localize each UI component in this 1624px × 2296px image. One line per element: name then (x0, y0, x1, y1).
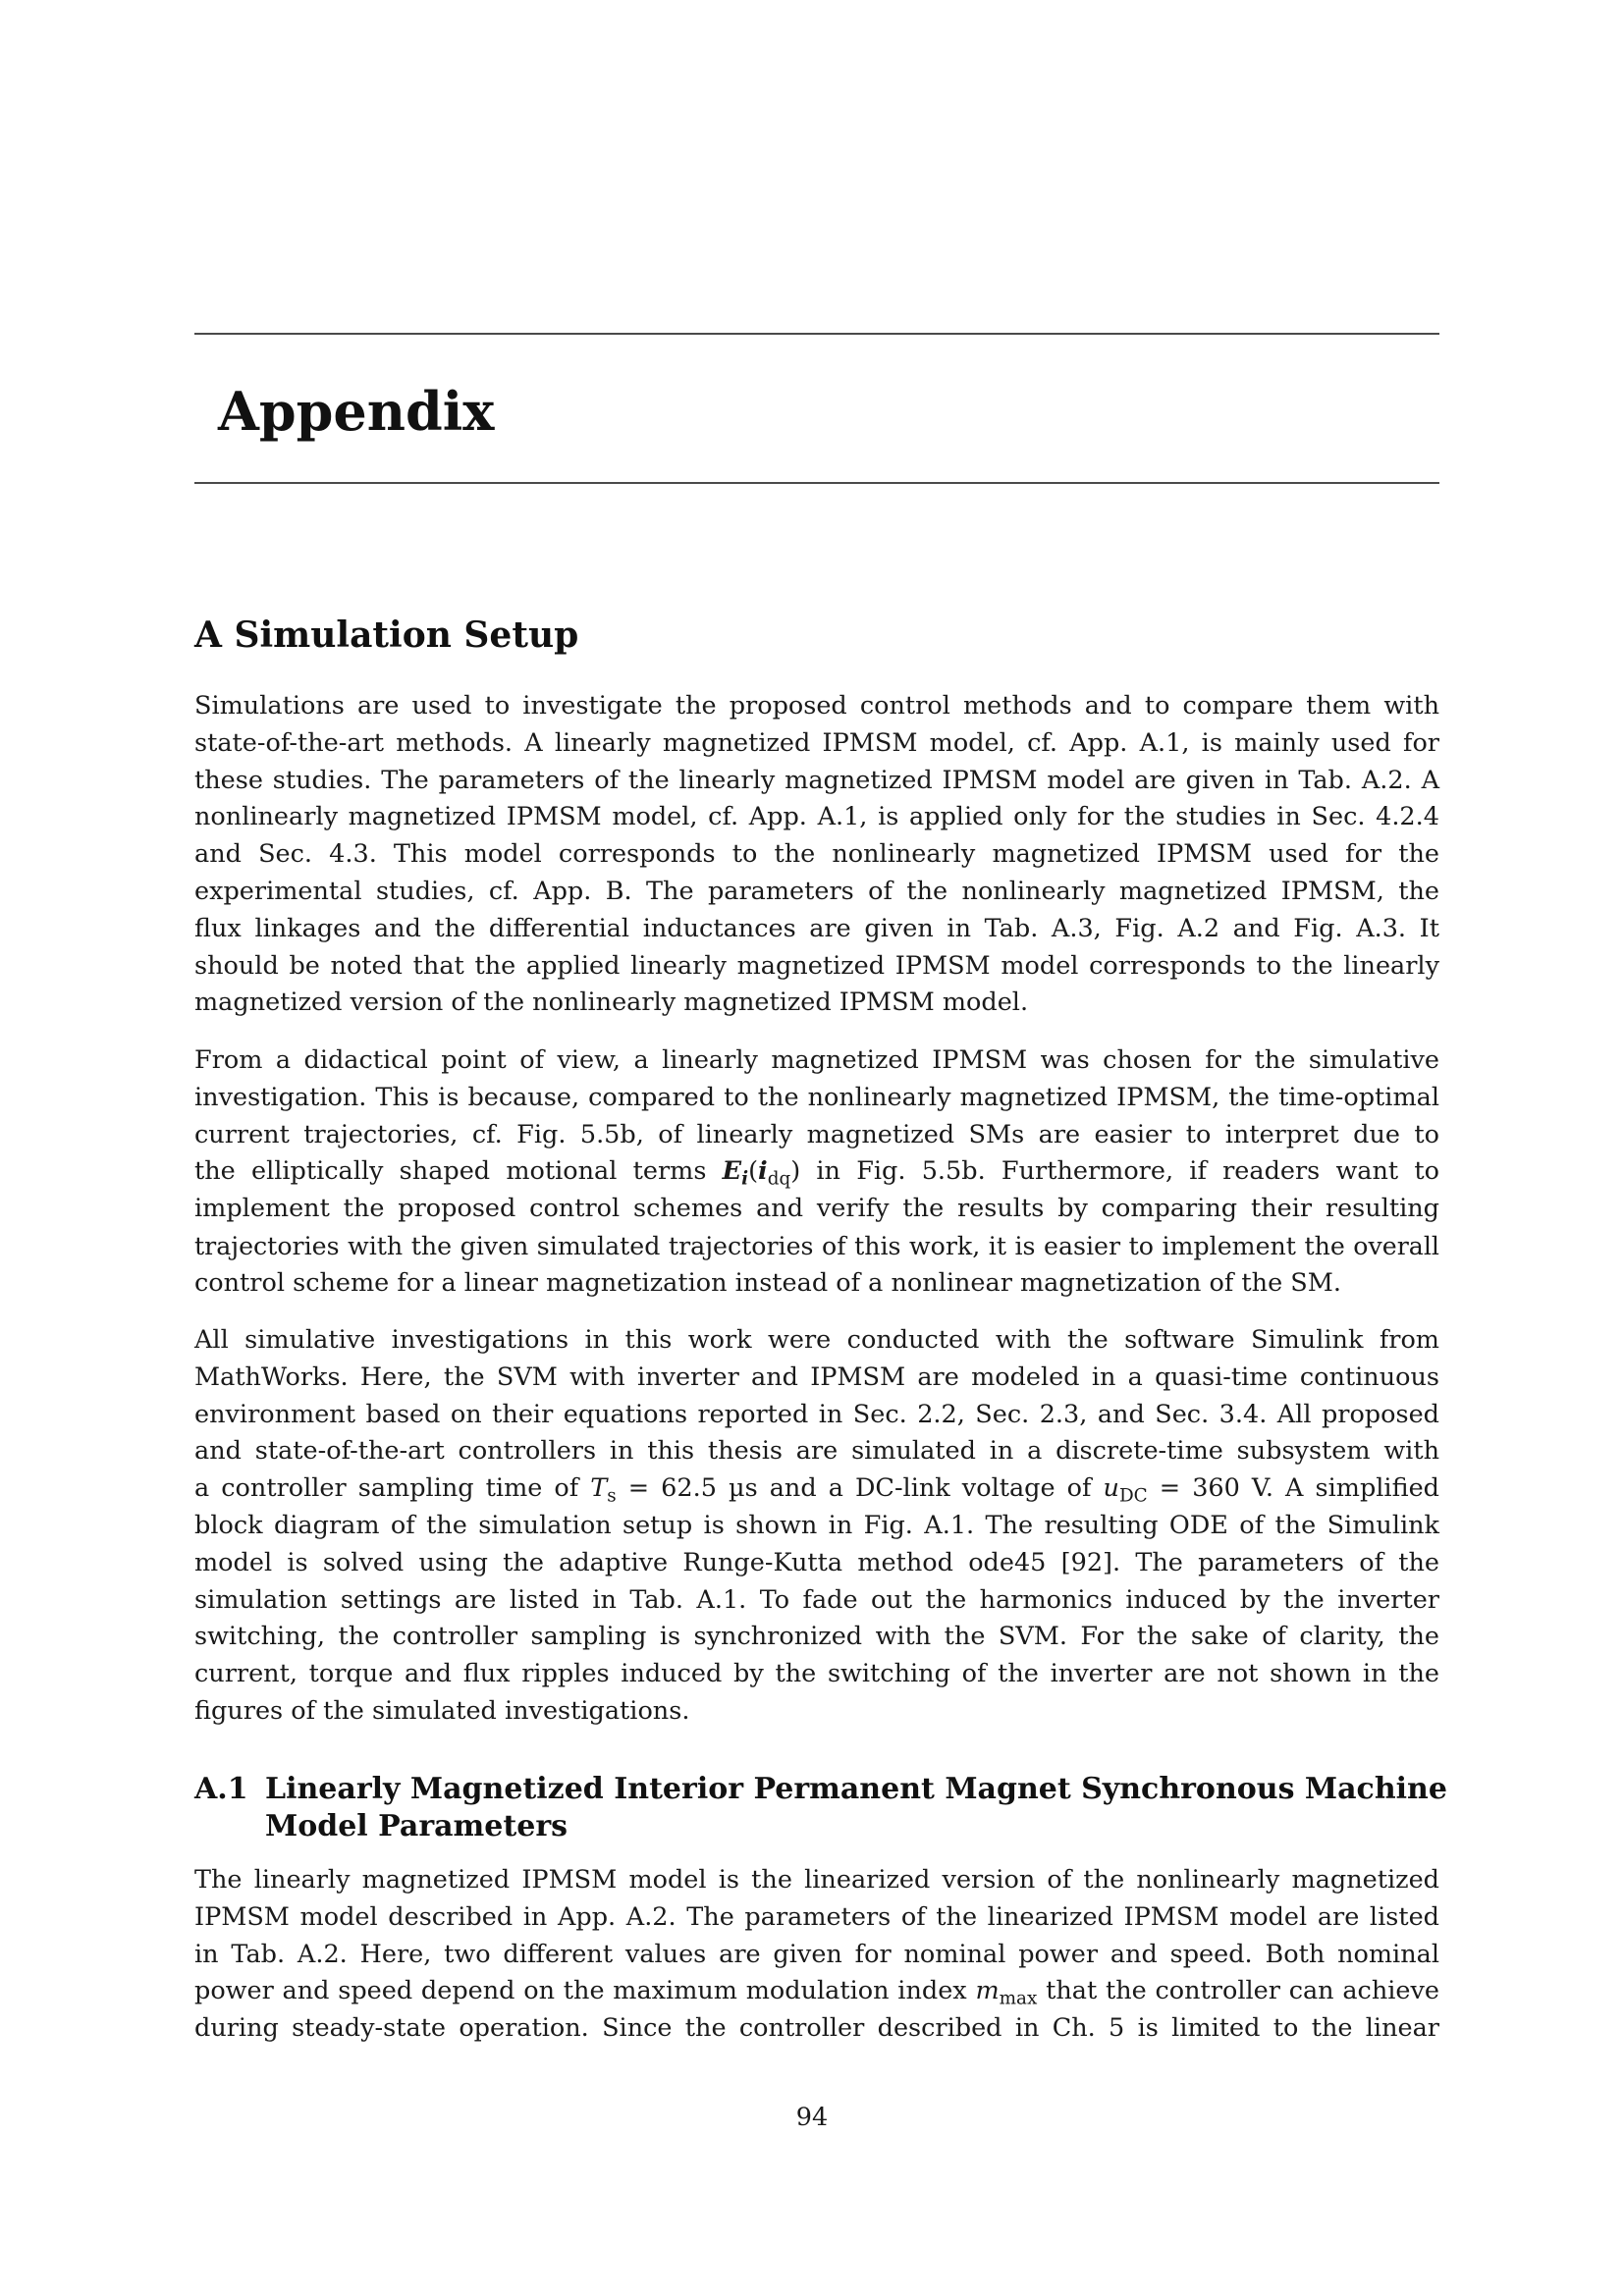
text-line: block diagram of the simulation setup is shown in Fig. A.1. The resulting ODE of the Simulink (194, 1510, 1439, 1540)
text-line-with-formula: a controller sampling time of $T_s = 62.5$ µs and a DC-link voltage of $u_{DC} = 360$ V. A simplified (194, 1473, 1440, 1507)
text-line: implement the proposed control schemes and verify the results by comparing their resulting (194, 1194, 1439, 1224)
text-line: Simulations are used to investigate the proposed control methods and to compare them with (194, 691, 1439, 721)
paragraph-simulink-setup (194, 1322, 1439, 1731)
chapter-bottom-rule (194, 482, 1439, 484)
text-line: switching, the controller sampling is synchronized with the SVM. For the sake of clarity, the (194, 1622, 1439, 1652)
text-line: All simulative investigations in this work were conducted with the software Simulink from (194, 1325, 1439, 1355)
text-line: magnetized version of the nonlinearly magnetized IPMSM model. (194, 988, 1029, 1018)
formula-m-max: m (975, 1976, 1000, 2006)
text-line: From a didactical point of view, a linearly magnetized IPMSM was chosen for the simulative (194, 1045, 1439, 1075)
text-line-with-formula: the elliptically shaped motional terms $E_i(i_{dq})$ in Fig. 5.5b. Furthermore, if readers want to (194, 1156, 1439, 1190)
text-line: current, torque and flux ripples induced by the switching of the inverter are not shown in the (194, 1659, 1439, 1689)
text-line: in Tab. A.2. Here, two different values are given for nominal power and speed. Both nominal (194, 1939, 1439, 1969)
formula-E: $E_i$ (722, 1156, 749, 1190)
subsection-title-line1: Linearly Magnetized Interior Permanent Magnet Synchronous Machine (265, 1772, 1447, 1806)
text-line: experimental studies, cf. App. B. The parameters of the nonlinearly magnetized IPMSM, the (194, 876, 1439, 906)
text-fragment: in Fig. 5.5b. Furthermore, if readers want to (800, 1156, 1439, 1187)
text-line: and Sec. 4.3. This model corresponds to the nonlinearly magnetized IPMSM used for the (194, 839, 1439, 870)
text-line: MathWorks. Here, the SVM with inverter and IPMSM are modeled in a quasi-time continuous (194, 1362, 1439, 1392)
text-line: simulation settings are listed in Tab. A.1. To fade out the harmonics induced by the inverter (194, 1584, 1439, 1615)
text-line: these studies. The parameters of the linearly magnetized IPMSM model are given in Tab. A.2. A (194, 765, 1439, 795)
chapter-title: Appendix (218, 380, 495, 443)
subsection-heading (194, 1771, 1447, 1845)
text-fragment: the elliptically shaped motional terms (194, 1156, 723, 1187)
text-line: and state-of-the-art controllers in this thesis are simulated in a discrete-time subsystem with (194, 1436, 1439, 1467)
text-line: during steady-state operation. Since the controller described in Ch. 5 is limited to the linear (194, 2013, 1439, 2044)
chapter-top-rule (194, 333, 1439, 335)
subsection-number: A.1 (194, 1772, 248, 1806)
text-line: model is solved using the adaptive Runge-Kutta method ode45 [92]. The parameters of the (194, 1547, 1439, 1577)
text-line: trajectories with the given simulated trajectories of this work, it is easier to implement the overall (194, 1231, 1439, 1260)
text-line-with-formula: power and speed depend on the maximum modulation index $m_{max}$ that the controller can achieve (194, 1976, 1440, 2009)
text-line: flux linkages and the differential inductances are given in Tab. A.3, Fig. A.2 and Fig. A.3. It (194, 913, 1439, 943)
page-number: 94 (795, 2103, 829, 2132)
subsection-title-line2: Model Parameters (265, 1809, 568, 1843)
formula-Ts: T (590, 1473, 608, 1504)
text-line: nonlinearly magnetized IPMSM model, cf. App. A.1, is applied only for the studies in Sec. 4.2.4 (194, 802, 1439, 832)
text-line: investigation. This is because, compared to the nonlinearly magnetized IPMSM, the time-optimal (194, 1082, 1439, 1112)
text-line: IPMSM model described in App. A.2. The parameters of the linearized IPMSM model are listed (194, 1901, 1439, 1932)
text-line: control scheme for a linear magnetization instead of a nonlinear magnetization of the SM. (194, 1267, 1341, 1298)
paragraph-simulation-overview (194, 688, 1439, 1022)
text-line: should be noted that the applied linearly magnetized IPMSM model corresponds to the linearly (194, 950, 1439, 981)
formula-i-dq: i (758, 1156, 768, 1187)
paragraph-linear-model (194, 1862, 1439, 2048)
text-line: state-of-the-art methods. A linearly magnetized IPMSM model, cf. App. A.1, is mainly used for (194, 727, 1439, 758)
paragraph-didactical-choice (194, 1042, 1439, 1303)
formula-uDC: u (1103, 1473, 1119, 1504)
text-line: The linearly magnetized IPMSM model is the linearized version of the nonlinearly magnetized (194, 1865, 1439, 1895)
section-heading: A Simulation Setup (194, 614, 579, 656)
text-line: current trajectories, cf. Fig. 5.5b, of linearly magnetized SMs are easier to interpret due to (194, 1119, 1439, 1149)
text-line: environment based on their equations reported in Sec. 2.2, Sec. 2.3, and Sec. 3.4. All proposed (194, 1399, 1439, 1429)
text-line: figures of the simulated investigations. (194, 1695, 690, 1726)
